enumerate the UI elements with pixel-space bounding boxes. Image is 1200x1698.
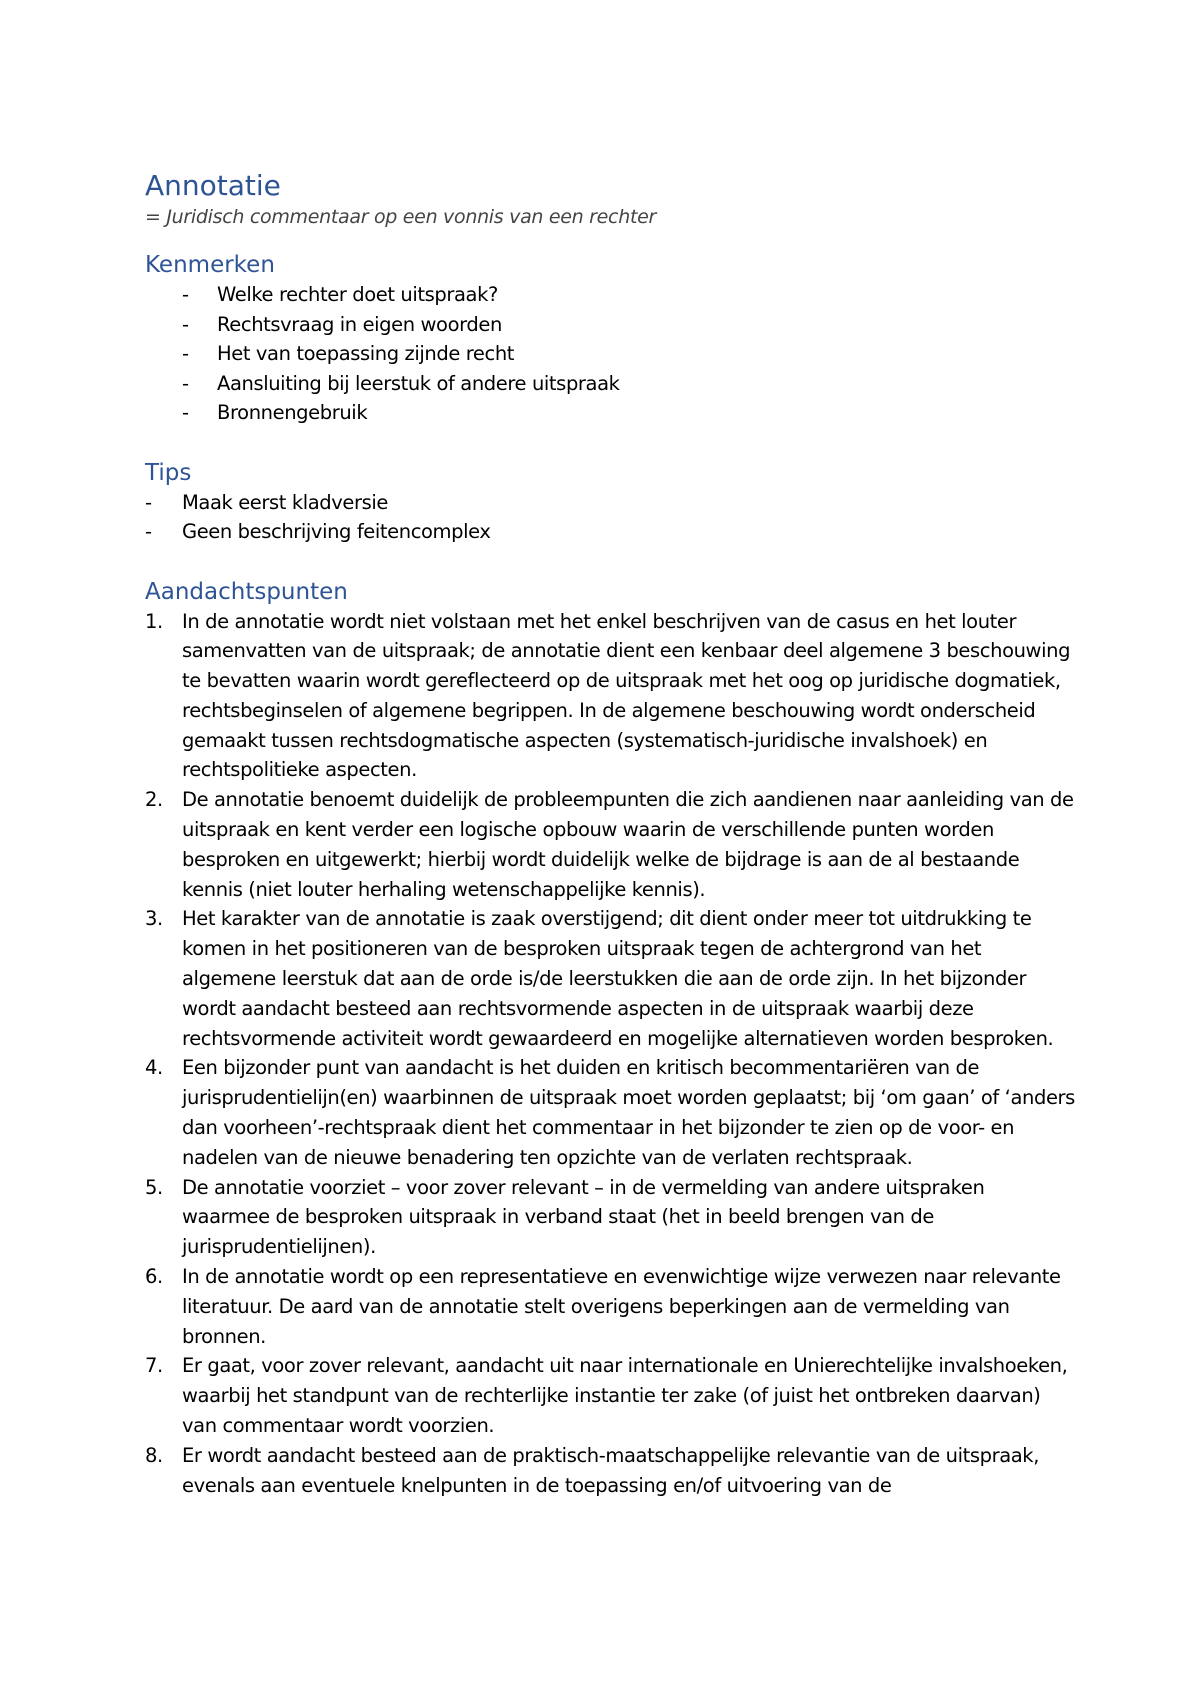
list-item [145,517,1075,547]
page-title: Annotatie [145,169,281,202]
item-text: In de annotatie wordt op een representatieve en evenwichtige wijze verwezen naar relevante literatuur. De aard van de annotatie stelt overigens beperkingen aan de vermelding van bronnen. [182,1265,1061,1348]
item-number: 8. [145,1443,163,1467]
item-text: De annotatie voorziet – voor zover relevant – in de vermelding van andere uitspraken waarmee de besproken uitspraak in verband staat (het in beeld brengen van de jurisprudentielijnen). [182,1175,985,1259]
item-number: 3. [145,907,163,931]
list-item [145,339,1075,369]
dash-bullet: - [182,371,189,395]
item-text: Er wordt aandacht besteed aan de praktisch-maatschappelijke relevantie van de uitspraak, evenals aan eventuele knelpunten in de toepassing en/of uitvoering van de [182,1443,1040,1497]
item-number: 2. [145,788,163,812]
list-item-text: Welke rechter doet uitspraak? [217,283,498,306]
list-item-text: Het van toepassing zijnde recht [217,342,515,365]
dash-bullet: - [182,283,189,306]
numbered-item [145,785,1075,904]
list-item [145,488,1075,518]
kenmerken-list [145,280,1075,428]
item-number: 4. [145,1056,163,1080]
item-number: 6. [145,1265,163,1289]
list-item [145,310,1075,340]
dash-bullet: - [182,342,189,365]
list-item-text: Geen beschrijving feitencomplex [182,520,491,543]
item-number: 7. [145,1354,163,1378]
list-item [145,369,1075,399]
list-item [145,398,1075,428]
dash-bullet: - [145,490,152,514]
item-text: Er gaat, voor zover relevant, aandacht uit naar internationale en Unierechtelijke invalshoeken, waarbij het standpunt van de rechterlijke instantie ter zake (of juist het ontbreken daarvan) van commentaar wordt voorzien. [182,1354,1068,1438]
list-item [145,280,1075,310]
list-item-text: Maak eerst kladversie [182,490,388,514]
dash-bullet: - [145,520,152,543]
numbered-item [145,1053,1075,1172]
heading-kenmerken: Kenmerken [145,252,275,278]
item-text: Een bijzonder punt van aandacht is het duiden en kritisch becommentariëren van de jurisprudentielijn(en) waarbinnen de uitspraak moet worden geplaatst; bij ‘om gaan’ of ‘anders dan voorheen’-rechtspraak dient het commentaar in het bijzonder te zien op de voor- en nadelen van de nieuwe benadering ten opzichte van de verlaten rechtspraak. [182,1056,1075,1169]
heading-tips: Tips [145,459,192,486]
item-number: 1. [145,609,163,633]
item-text: De annotatie benoemt duidelijk de probleempunten die zich aandienen naar aanleiding van de uitspraak en kent verder een logische opbouw waarin de verschillende punten worden besproken en uitgewerkt; hierbij wordt duidelijk welke de bijdrage is aan de al bestaande kennis (niet louter herhaling wetenschappelijke kennis). [182,788,1074,901]
numbered-item [145,904,1075,1053]
list-item-text: Rechtsvraag in eigen woorden [217,312,502,336]
page-subtitle: = Juridisch commentaar op een vonnis van een rechter [145,206,656,228]
numbered-item [145,1173,1075,1262]
numbered-item [145,1262,1075,1351]
item-number: 5. [145,1175,163,1199]
list-item-text: Aansluiting bij leerstuk of andere uitspraak [217,371,620,395]
item-text: Het karakter van de annotatie is zaak overstijgend; dit dient onder meer tot uitdrukking te komen in het positioneren van de besproken uitspraak tegen de achtergrond van het algemene leerstuk dat aan de orde is/de leerstukken die aan de orde zijn. In het bijzonder wordt aandacht besteed aan rechtsvormende aspecten in de uitspraak waarbij deze rechtsvormende activiteit wordt gewaardeerd en mogelijke alternatieven worden besproken. [182,907,1054,1050]
list-item-text: Bronnengebruik [217,401,368,424]
dash-bullet: - [182,312,189,336]
heading-aandachtspunten: Aandachtspunten [145,578,348,605]
numbered-item [145,1351,1075,1440]
tips-list [145,488,1075,547]
item-text: In de annotatie wordt niet volstaan met het enkel beschrijven van de casus en het louter samenvatten van de uitspraak; de annotatie dient een kenbaar deel algemene 3 beschouwing te bevatten waarin wordt gereflecteerd op de uitspraak met het oog op juridische dogmatiek, rechtsbeginselen of algemene begrippen. In de algemene beschouwing wordt onderscheid gemaakt tussen rechtsdogmatische aspecten (systematisch-juridische invalshoek) en rechtspolitieke aspecten. [182,609,1071,782]
numbered-item [145,1441,1075,1501]
document-body [145,168,1075,1500]
aandachtspunten-list [145,607,1075,1501]
numbered-item [145,607,1075,786]
dash-bullet: - [182,401,189,424]
